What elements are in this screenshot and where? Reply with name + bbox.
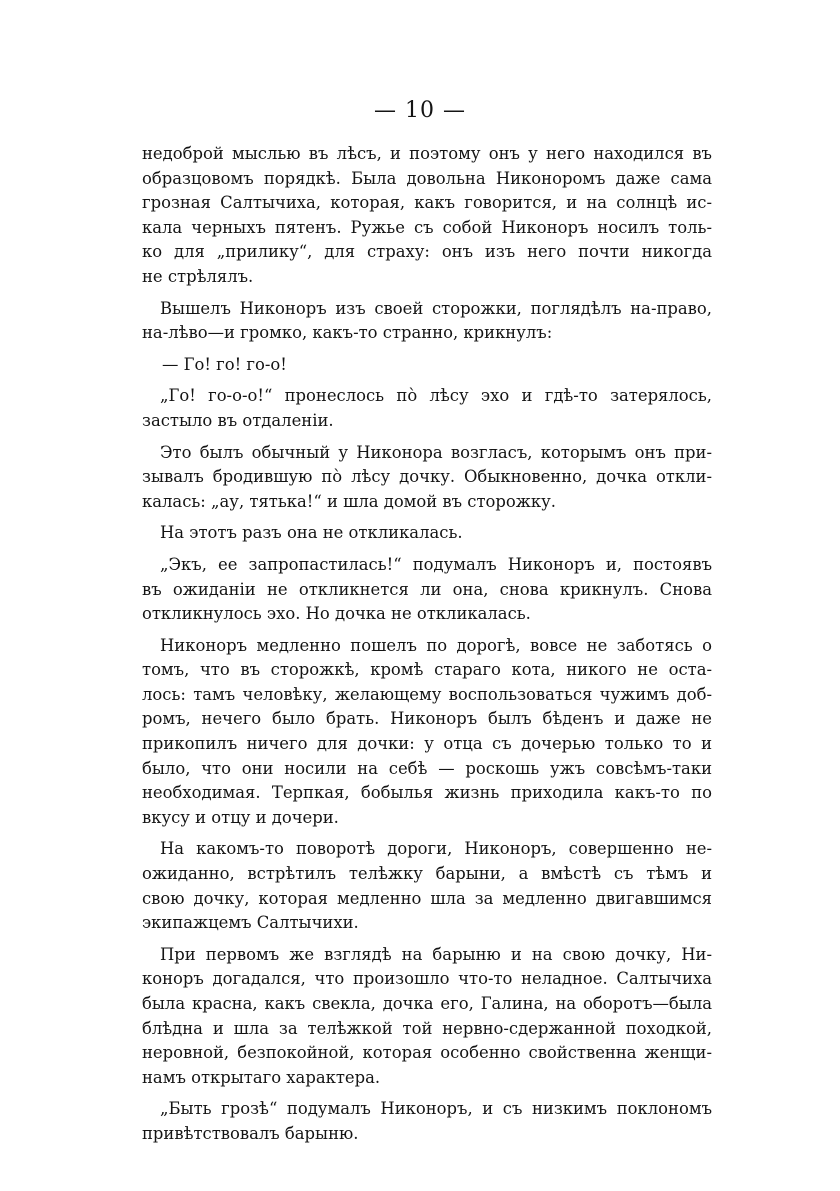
text-line: откликнулось эхо. Но дочка не откликалась. [142, 604, 531, 624]
text-line: калась: „ау, тятька!“ и шла домой въ сторожку. [142, 491, 556, 511]
text-line: образцовомъ порядкѣ. Была довольна Никоноромъ даже сама [142, 168, 712, 188]
text-line: вкусу и отцу и дочери. [142, 807, 339, 827]
paragraph [142, 297, 712, 346]
page-number: — 10 — [374, 98, 466, 123]
text-line: лось: тамъ человѣку, желающему воспользоваться чужимъ доб- [142, 684, 712, 704]
text-line: необходимая. Терпкая, бобылья жизнь приходила какъ-то по [142, 783, 712, 803]
text-line: блѣдна и шла за телѣжкой той нервно-сдержанной походкой, [142, 1018, 712, 1038]
text-line: „Экъ, ее запропастилась!“ подумалъ Никоноръ и, постоявъ [160, 554, 712, 574]
text-line: Вышелъ Никоноръ изъ своей сторожки, поглядѣлъ на-право, [160, 298, 712, 318]
paragraph [142, 384, 712, 433]
text-line: намъ открытаго характера. [142, 1067, 381, 1087]
text-line: Никоноръ медленно пошелъ по дорогѣ, вовсе не заботясь о [160, 635, 712, 655]
paragraph [142, 634, 712, 831]
text-line: было, что они носили на себѣ — роскошь ужъ совсѣмъ-таки [142, 758, 712, 778]
body-text [142, 142, 712, 1154]
text-line: — Го! го! го-о! [162, 354, 287, 374]
paragraph [142, 521, 712, 546]
text-line: на-лѣво—и громко, какъ-то странно, крикнулъ: [142, 323, 553, 343]
text-line: кала черныхъ пятенъ. Ружье съ собой Никоноръ носилъ толь- [142, 217, 712, 237]
dialogue-paragraph [142, 353, 712, 378]
text-line: недоброй мыслью въ лѣсъ, и поэтому онъ у него находился въ [142, 144, 712, 163]
paragraph [142, 553, 712, 627]
paragraph [142, 837, 712, 935]
text-line: привѣтствовалъ барыню. [142, 1123, 359, 1143]
text-line: ожиданно, встрѣтилъ телѣжку барыни, а вмѣстѣ съ тѣмъ и [142, 864, 712, 884]
text-line: была красна, какъ свекла, дочка его, Галина, на оборотъ—была [142, 994, 712, 1013]
text-line: ко для „прилику“, для страху: онъ изъ него почти никогда [142, 242, 712, 262]
text-line: грозная Салтычиха, которая, какъ говорится, и на солнцѣ ис- [142, 193, 712, 213]
paragraph [142, 943, 712, 1091]
text-line: коноръ догадался, что произошло что-то неладное. Салтычиха [142, 969, 712, 989]
text-line: Это былъ обычный у Никонора возгласъ, которымъ онъ при- [160, 442, 712, 462]
text-line: ромъ, нечего было брать. Никоноръ былъ бѣденъ и даже не [142, 709, 712, 729]
text-line: зывалъ бродившую по̀ лѣсу дочку. Обыкновенно, дочка откли- [142, 467, 712, 487]
text-line: „Быть грозѣ“ подумалъ Никоноръ, и съ низкимъ поклономъ [160, 1099, 712, 1119]
text-line: свою дочку, которая медленно шла за медленно двигавшимся [142, 888, 712, 908]
text-line: На этотъ разъ она не откликалась. [160, 523, 463, 543]
paragraph [142, 1097, 712, 1146]
text-line: томъ, что въ сторожкѣ, кромѣ стараго кота, никого не оста- [142, 660, 712, 680]
text-line: неровной, безпокойной, которая особенно свойственна женщи- [142, 1043, 712, 1063]
text-line: прикопилъ ничего для дочки: у отца съ дочерью только то и [142, 734, 712, 754]
text-line: На какомъ-то поворотѣ дороги, Никоноръ, совершенно не- [160, 839, 712, 859]
paragraph [142, 441, 712, 515]
text-line: не стрѣлялъ. [142, 266, 254, 286]
text-line: застыло въ отдаленіи. [142, 410, 334, 430]
text-line: въ ожиданіи не откликнется ли она, снова крикнулъ. Снова [142, 579, 712, 599]
paragraph [142, 142, 712, 290]
text-line: „Го! го-о-о!“ пронеслось по̀ лѣсу эхо и гдѣ-то затерялось, [160, 386, 712, 406]
text-line: При первомъ же взглядѣ на барыню и на свою дочку, Ни- [160, 944, 712, 964]
text-line: экипажцемъ Салтычихи. [142, 913, 359, 933]
